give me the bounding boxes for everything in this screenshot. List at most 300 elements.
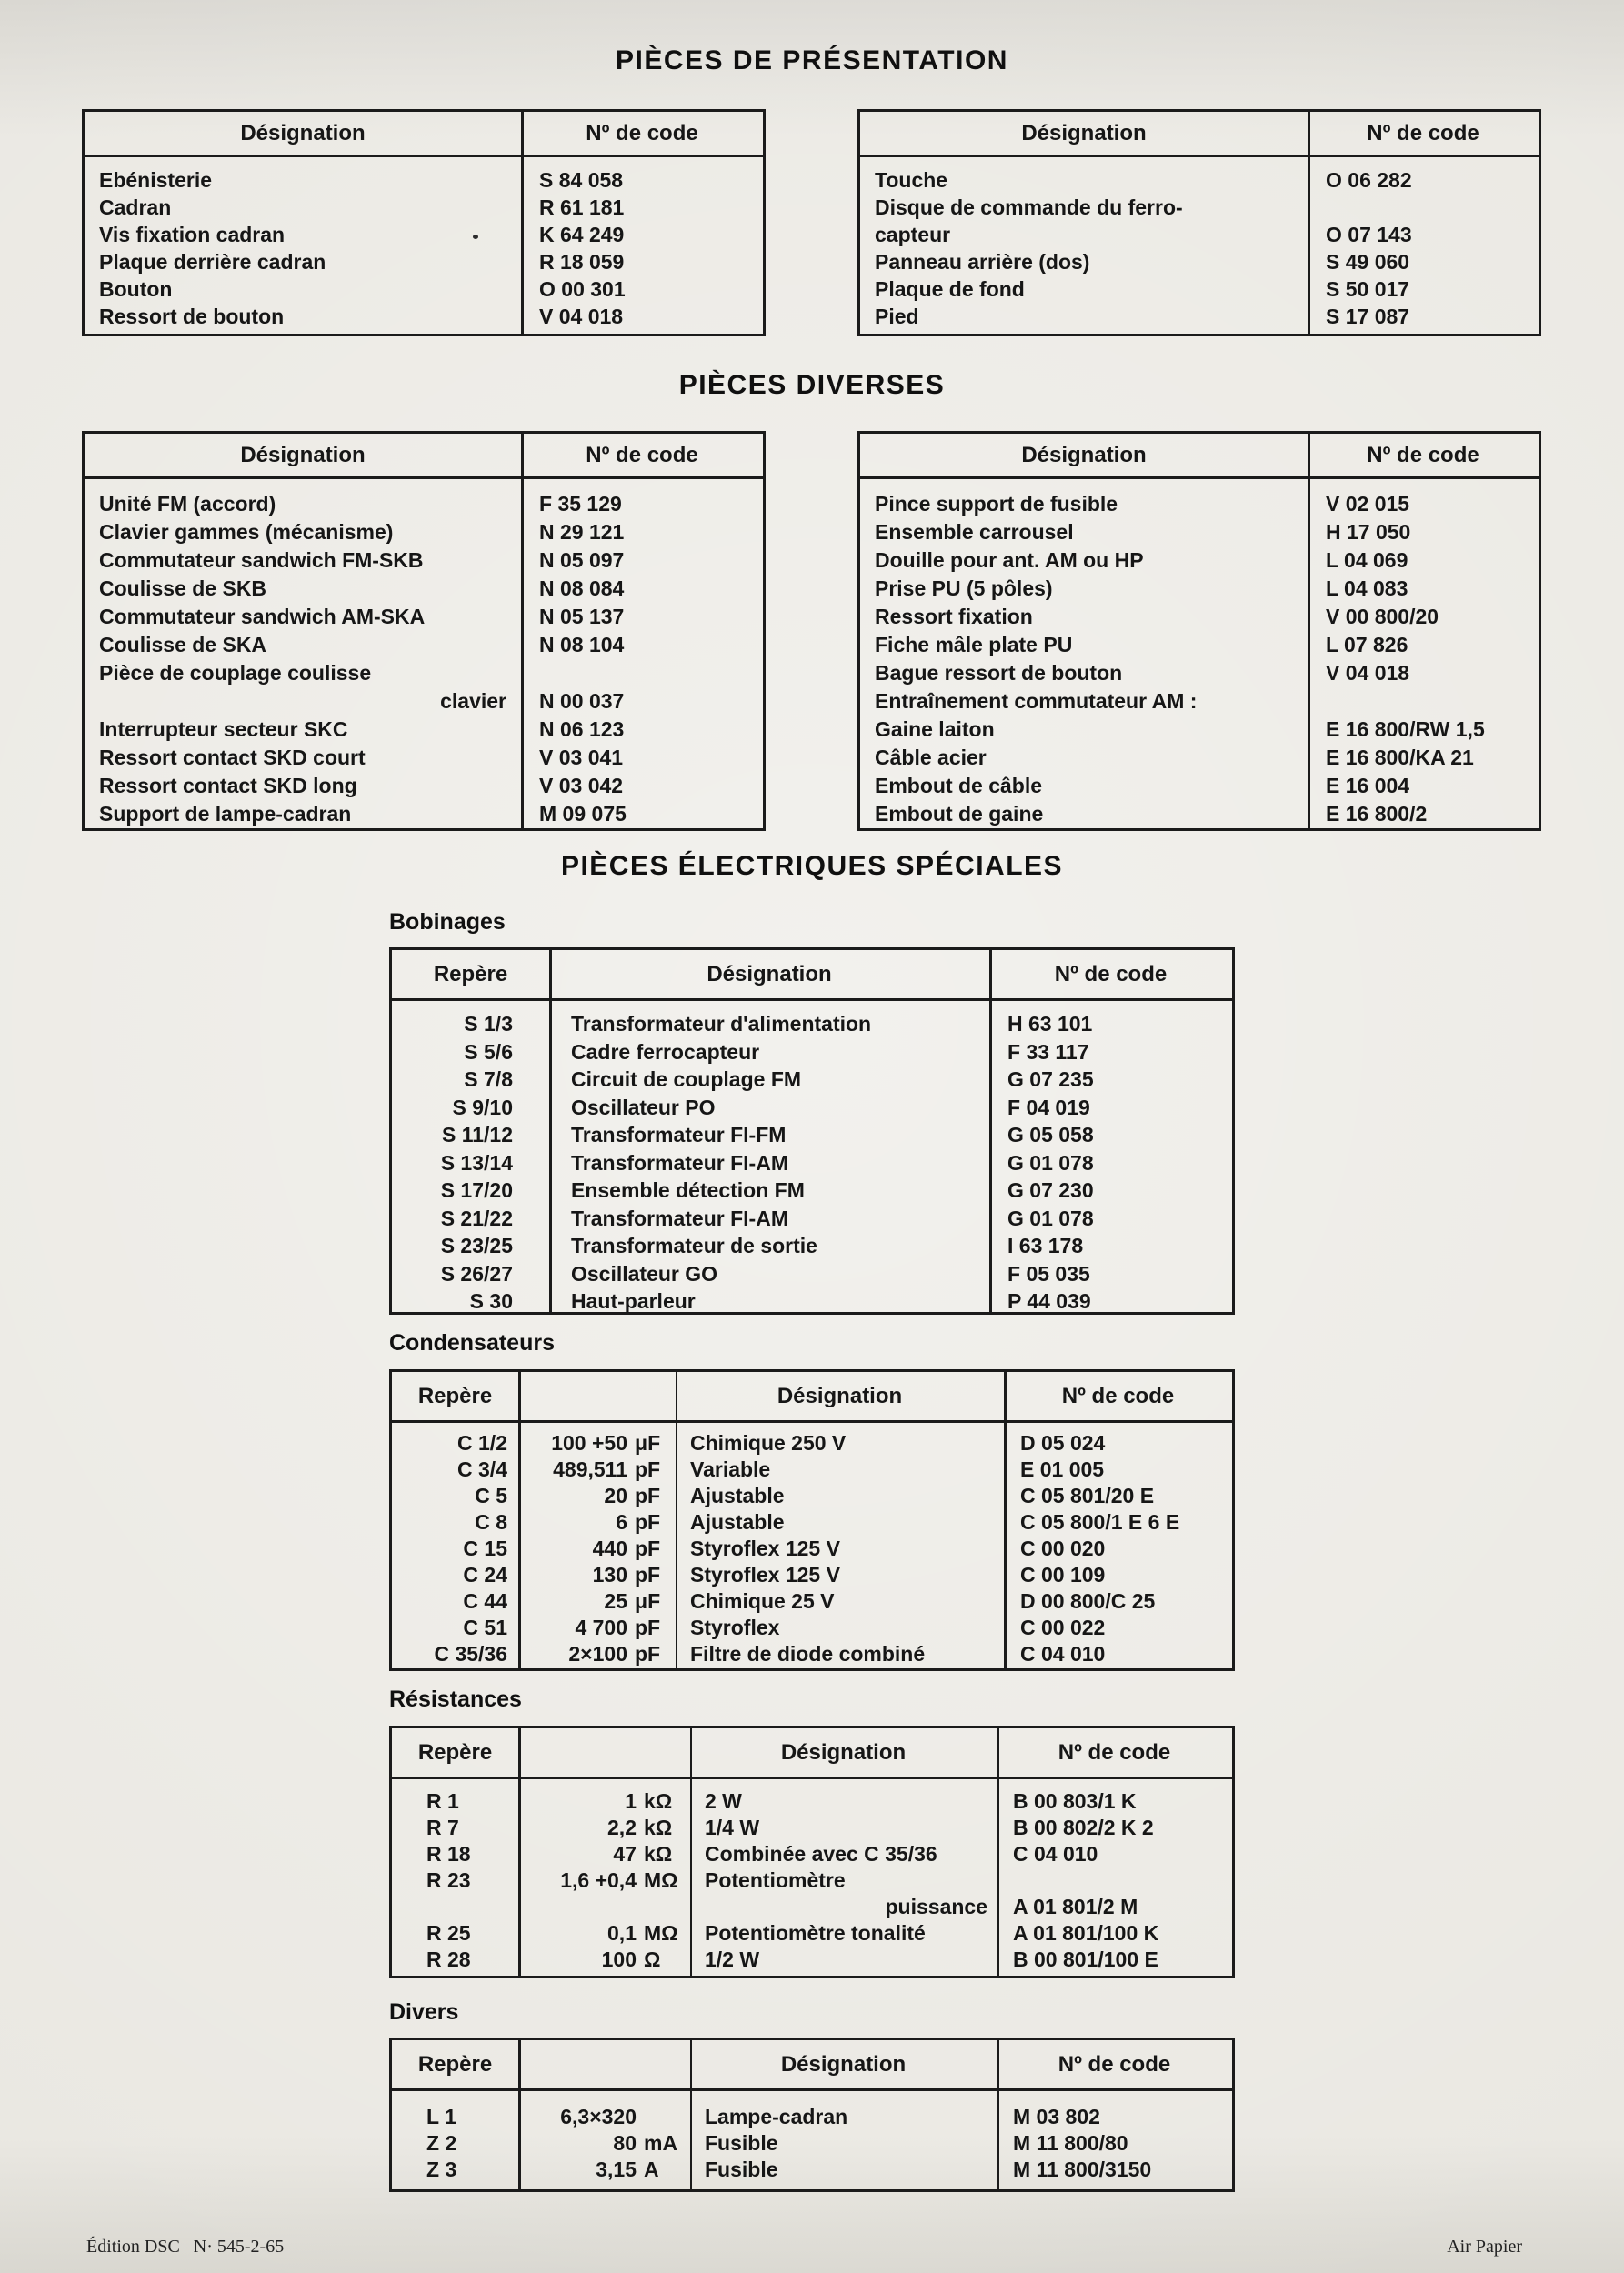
col-header-repere: Repère bbox=[417, 1383, 493, 1408]
table-cell: D 00 800/C 25 bbox=[1020, 1589, 1156, 1613]
table-header bbox=[860, 112, 1539, 157]
table-cell: MΩ bbox=[644, 1921, 678, 1945]
table-row bbox=[85, 687, 763, 716]
table-cell: V 04 018 bbox=[539, 305, 624, 328]
table-cell: Styroflex bbox=[690, 1616, 780, 1639]
table-cell: Lampe-cadran bbox=[705, 2105, 848, 2128]
table-cell: N 29 121 bbox=[539, 520, 625, 544]
table-cell: Câble acier bbox=[875, 746, 987, 769]
condensateurs-table bbox=[389, 1369, 1235, 1671]
table-cell: 489,511 bbox=[553, 1457, 627, 1481]
table-cell: Oscillateur GO bbox=[571, 1261, 718, 1286]
table-cell: S 49 060 bbox=[1326, 250, 1410, 274]
table-cell: E 16 800/KA 21 bbox=[1326, 746, 1474, 769]
table-cell: N 05 137 bbox=[539, 605, 625, 628]
table-row bbox=[85, 490, 763, 518]
table-cell: Transformateur d'alimentation bbox=[571, 1012, 872, 1036]
col-header-repere: Repère bbox=[433, 961, 508, 986]
column-divider bbox=[521, 112, 524, 334]
table-cell: kΩ bbox=[644, 1816, 673, 1839]
table-cell: Styroflex 125 V bbox=[690, 1537, 840, 1560]
table-cell: S 84 058 bbox=[539, 168, 624, 192]
table-cell: MΩ bbox=[644, 1868, 678, 1892]
table-cell: S 9/10 bbox=[452, 1095, 513, 1119]
table-cell: C 15 bbox=[463, 1537, 507, 1560]
table-cell: Ressort contact SKD court bbox=[99, 746, 366, 769]
table-row bbox=[860, 631, 1539, 659]
table-cell: C 8 bbox=[475, 1510, 507, 1534]
table-row bbox=[85, 194, 763, 221]
table-cell: S 5/6 bbox=[464, 1039, 513, 1064]
table-cell: C 35/36 bbox=[434, 1642, 507, 1666]
table-cell: 100 bbox=[601, 1948, 637, 1971]
table-cell: N 08 104 bbox=[539, 633, 625, 656]
table-row bbox=[860, 603, 1539, 631]
table-cell: E 01 005 bbox=[1020, 1457, 1105, 1481]
table-row bbox=[392, 1287, 1232, 1316]
table-cell: Filtre de diode combiné bbox=[690, 1642, 926, 1666]
table-row bbox=[392, 1149, 1232, 1177]
table-cell: H 63 101 bbox=[1007, 1012, 1093, 1036]
table-cell: R 61 181 bbox=[539, 195, 625, 219]
col-header-designation: Désignation bbox=[777, 1383, 903, 1408]
table-cell: B 00 801/100 E bbox=[1013, 1948, 1158, 1971]
table-cell: C 04 010 bbox=[1020, 1642, 1106, 1666]
col-header-designation: Désignation bbox=[1021, 120, 1147, 145]
table-header bbox=[860, 434, 1539, 479]
table-row bbox=[860, 194, 1539, 221]
table-row bbox=[860, 166, 1539, 194]
table-cell: O 06 282 bbox=[1326, 168, 1412, 192]
col-header-designation: Désignation bbox=[240, 442, 366, 467]
col-header-code: Nº de code bbox=[1058, 2051, 1171, 2077]
table-cell: A 01 801/100 K bbox=[1013, 1921, 1159, 1945]
section-title-diverses: PIÈCES DIVERSES bbox=[678, 370, 946, 400]
table-cell: 1/2 W bbox=[705, 1948, 760, 1971]
table-cell: C 00 020 bbox=[1020, 1537, 1106, 1560]
table-row bbox=[860, 744, 1539, 772]
table-cell: S 7/8 bbox=[464, 1067, 513, 1091]
table-cell bbox=[392, 1894, 518, 1920]
table-cell: Ensemble détection FM bbox=[571, 1178, 805, 1202]
table-cell: C 3/4 bbox=[457, 1457, 507, 1481]
table-body bbox=[85, 157, 763, 330]
table-cell: E 16 004 bbox=[1326, 774, 1410, 797]
table-row bbox=[392, 1121, 1232, 1149]
table-cell: Z 2 bbox=[426, 2131, 457, 2155]
table-cell bbox=[518, 1894, 637, 1920]
table-cell: Entraînement commutateur AM : bbox=[875, 689, 1198, 713]
table-cell: Styroflex 125 V bbox=[690, 1563, 840, 1587]
table-cell: C 44 bbox=[463, 1589, 507, 1613]
table-cell: S 13/14 bbox=[440, 1150, 513, 1175]
table-cell: F 35 129 bbox=[539, 492, 622, 516]
column-divider bbox=[518, 1728, 521, 1976]
col-header-code: Nº de code bbox=[1054, 961, 1168, 986]
table-cell: puissance bbox=[885, 1895, 987, 1918]
table-cell bbox=[1308, 687, 1539, 716]
value-divider bbox=[690, 2040, 692, 2189]
table-cell: Ressort de bouton bbox=[99, 305, 285, 328]
table-row bbox=[85, 221, 763, 248]
column-divider bbox=[1308, 434, 1310, 828]
table-cell: Potentiomètre bbox=[705, 1868, 846, 1892]
table-cell: Embout de gaine bbox=[875, 802, 1044, 826]
table-cell: R 7 bbox=[426, 1816, 459, 1839]
table-cell: O 07 143 bbox=[1326, 223, 1412, 246]
table-cell: Commutateur sandwich AM-SKA bbox=[99, 605, 426, 628]
table-cell: μF bbox=[635, 1431, 661, 1455]
table-cell: 130 bbox=[592, 1563, 627, 1587]
table-row bbox=[860, 687, 1539, 716]
table-cell: V 04 018 bbox=[1326, 661, 1410, 685]
table-row bbox=[392, 1010, 1232, 1038]
presentation-right-table bbox=[857, 109, 1541, 336]
column-divider bbox=[997, 2040, 999, 2189]
table-cell bbox=[637, 1894, 690, 1920]
table-cell: N 05 097 bbox=[539, 548, 625, 572]
table-cell: C 1/2 bbox=[457, 1431, 507, 1455]
table-cell: Combinée avec C 35/36 bbox=[705, 1842, 937, 1866]
col-header-designation: Désignation bbox=[780, 1739, 907, 1765]
table-cell: S 17/20 bbox=[440, 1178, 513, 1202]
table-row bbox=[392, 1232, 1232, 1260]
table-row bbox=[85, 275, 763, 303]
table-cell: C 05 800/1 E 6 E bbox=[1020, 1510, 1180, 1534]
col-header-code: Nº de code bbox=[1061, 1383, 1175, 1408]
table-cell: Ensemble carrousel bbox=[875, 520, 1074, 544]
table-cell: mA bbox=[644, 2131, 678, 2155]
table-cell: K 64 249 bbox=[539, 223, 625, 246]
column-divider bbox=[549, 950, 552, 1312]
table-cell: A bbox=[644, 2158, 659, 2181]
table-cell: R 23 bbox=[426, 1868, 471, 1892]
divers-table bbox=[389, 2038, 1235, 2192]
table-cell: 2 W bbox=[705, 1789, 742, 1813]
table-cell: D 05 024 bbox=[1020, 1431, 1106, 1455]
scan-artifact-dot bbox=[473, 235, 478, 239]
table-cell: A 01 801/2 M bbox=[1013, 1895, 1138, 1918]
table-cell: Pince support de fusible bbox=[875, 492, 1118, 516]
table-cell: S 1/3 bbox=[464, 1012, 513, 1036]
table-cell: pF bbox=[635, 1563, 661, 1587]
table-cell: Coulisse de SKB bbox=[99, 576, 267, 600]
table-cell: Disque de commande du ferro- bbox=[875, 195, 1183, 219]
table-cell: Transformateur FI-AM bbox=[571, 1150, 788, 1175]
table-cell: Prise PU (5 pôles) bbox=[875, 576, 1053, 600]
table-row bbox=[85, 631, 763, 659]
table-cell: Vis fixation cadran bbox=[99, 223, 286, 246]
table-cell: Transformateur FI-FM bbox=[571, 1123, 787, 1147]
table-row bbox=[85, 603, 763, 631]
table-cell: Chimique 250 V bbox=[690, 1431, 847, 1455]
table-row bbox=[392, 1038, 1232, 1066]
table-cell: Ebénisterie bbox=[99, 168, 212, 192]
value-divider bbox=[676, 1372, 677, 1668]
table-cell: S 23/25 bbox=[440, 1234, 513, 1257]
table-header bbox=[392, 950, 1232, 1001]
col-header-code: Nº de code bbox=[586, 120, 698, 145]
column-divider bbox=[1308, 112, 1310, 334]
table-cell: Transformateur FI-AM bbox=[571, 1206, 788, 1230]
table-cell: Cadre ferrocapteur bbox=[571, 1039, 760, 1064]
col-header-designation: Désignation bbox=[1021, 442, 1147, 467]
col-header-designation: Désignation bbox=[707, 961, 832, 986]
table-row bbox=[860, 248, 1539, 275]
table-cell: 47 bbox=[613, 1842, 637, 1866]
table-cell: C 05 801/20 E bbox=[1020, 1484, 1155, 1507]
table-cell: V 02 015 bbox=[1326, 492, 1410, 516]
table-cell bbox=[637, 2104, 690, 2130]
table-cell: 6 bbox=[616, 1510, 627, 1534]
table-cell: M 09 075 bbox=[539, 802, 627, 826]
table-cell: 440 bbox=[592, 1537, 627, 1560]
table-row bbox=[85, 772, 763, 800]
table-row bbox=[860, 546, 1539, 575]
table-cell: 1,6 +0,4 bbox=[560, 1868, 637, 1892]
table-cell: G 05 058 bbox=[1007, 1123, 1094, 1147]
table-cell: Fusible bbox=[705, 2131, 778, 2155]
table-cell: R 25 bbox=[426, 1921, 471, 1945]
table-row bbox=[85, 166, 763, 194]
table-cell: R 28 bbox=[426, 1948, 471, 1971]
table-row bbox=[85, 518, 763, 546]
table-cell: Z 3 bbox=[426, 2158, 457, 2181]
col-header-repere: Repère bbox=[417, 2051, 493, 2077]
table-row bbox=[860, 800, 1539, 828]
table-cell: B 00 802/2 K 2 bbox=[1013, 1816, 1154, 1839]
table-cell: S 50 017 bbox=[1326, 277, 1410, 301]
table-cell: O 00 301 bbox=[539, 277, 626, 301]
section-title-electriques: PIÈCES ÉLECTRIQUES SPÉCIALES bbox=[560, 851, 1064, 881]
table-cell: F 33 117 bbox=[1007, 1039, 1089, 1064]
table-cell: R 18 059 bbox=[539, 250, 625, 274]
table-cell: Plaque de fond bbox=[875, 277, 1025, 301]
table-cell: Interrupteur secteur SKC bbox=[99, 717, 348, 741]
table-cell: Bouton bbox=[99, 277, 173, 301]
table-cell: Gaine laiton bbox=[875, 717, 995, 741]
table-cell: G 01 078 bbox=[1007, 1206, 1094, 1230]
table-row bbox=[860, 772, 1539, 800]
table-cell: Pied bbox=[875, 305, 919, 328]
diverses-right-table bbox=[857, 431, 1541, 831]
table-cell: Plaque derrière cadran bbox=[99, 250, 326, 274]
table-cell: Coulisse de SKA bbox=[99, 633, 267, 656]
table-row bbox=[85, 546, 763, 575]
table-cell: B 00 803/1 K bbox=[1013, 1789, 1137, 1813]
table-cell: Chimique 25 V bbox=[690, 1589, 835, 1613]
table-cell: Embout de câble bbox=[875, 774, 1043, 797]
table-cell: L 1 bbox=[426, 2105, 456, 2128]
table-cell: Haut-parleur bbox=[571, 1289, 696, 1313]
table-cell: L 04 083 bbox=[1326, 576, 1408, 600]
value-divider bbox=[690, 1728, 692, 1976]
table-cell: M 11 800/80 bbox=[1013, 2131, 1128, 2155]
table-cell: Touche bbox=[875, 168, 948, 192]
table-cell: M 11 800/3150 bbox=[1013, 2158, 1152, 2181]
table-cell: G 01 078 bbox=[1007, 1150, 1094, 1175]
table-row bbox=[392, 1205, 1232, 1233]
table-row bbox=[85, 800, 763, 828]
table-row bbox=[85, 744, 763, 772]
table-cell: Ressort contact SKD long bbox=[99, 774, 357, 797]
table-cell: 1/4 W bbox=[705, 1816, 760, 1839]
table-cell: pF bbox=[635, 1457, 661, 1481]
column-divider bbox=[518, 1372, 521, 1668]
table-cell: pF bbox=[635, 1537, 661, 1560]
table-cell: N 00 037 bbox=[539, 689, 625, 713]
table-row bbox=[392, 1094, 1232, 1122]
table-cell: C 00 109 bbox=[1020, 1563, 1106, 1587]
column-divider bbox=[989, 950, 992, 1312]
table-body bbox=[85, 479, 763, 828]
table-cell: capteur bbox=[875, 223, 951, 246]
subsection-label-condensateurs: Condensateurs bbox=[389, 1330, 555, 1356]
table-cell: Fusible bbox=[705, 2158, 778, 2181]
table-cell bbox=[997, 1867, 1232, 1894]
table-cell: Ajustable bbox=[690, 1484, 785, 1507]
table-cell: N 06 123 bbox=[539, 717, 625, 741]
table-cell: G 07 230 bbox=[1007, 1178, 1094, 1202]
table-row bbox=[860, 518, 1539, 546]
table-cell: F 04 019 bbox=[1007, 1095, 1090, 1119]
table-cell: S 11/12 bbox=[441, 1123, 513, 1147]
table-cell: V 03 042 bbox=[539, 774, 624, 797]
table-cell: Ω bbox=[644, 1948, 661, 1971]
table-cell: pF bbox=[635, 1484, 661, 1507]
table-cell: V 03 041 bbox=[539, 746, 624, 769]
subsection-label-bobinages: Bobinages bbox=[389, 909, 506, 935]
resistances-table bbox=[389, 1726, 1235, 1978]
table-cell: 1 bbox=[625, 1789, 637, 1813]
table-cell: S 30 bbox=[469, 1289, 513, 1313]
table-row bbox=[860, 221, 1539, 248]
table-cell: kΩ bbox=[644, 1789, 673, 1813]
presentation-left-table bbox=[82, 109, 766, 336]
table-cell: Commutateur sandwich FM-SKB bbox=[99, 548, 424, 572]
table-cell: Oscillateur PO bbox=[571, 1095, 716, 1119]
table-row bbox=[860, 303, 1539, 330]
table-cell: N 08 084 bbox=[539, 576, 625, 600]
table-row bbox=[85, 575, 763, 603]
table-row bbox=[85, 716, 763, 744]
table-cell: 6,3×320 bbox=[560, 2105, 637, 2128]
table-cell: Support de lampe-cadran bbox=[99, 802, 352, 826]
table-cell: C 00 022 bbox=[1020, 1616, 1106, 1639]
table-cell: Douille pour ant. AM ou HP bbox=[875, 548, 1144, 572]
table-row bbox=[860, 275, 1539, 303]
table-cell: pF bbox=[635, 1616, 661, 1639]
table-cell: S 17 087 bbox=[1326, 305, 1410, 328]
table-cell: 2,2 bbox=[607, 1816, 637, 1839]
table-body bbox=[860, 479, 1539, 828]
diverses-left-table bbox=[82, 431, 766, 831]
table-cell: L 04 069 bbox=[1326, 548, 1408, 572]
table-row bbox=[85, 659, 763, 687]
subsection-label-divers: Divers bbox=[389, 1999, 459, 2025]
table-cell: L 07 826 bbox=[1326, 633, 1408, 656]
table-cell: Unité FM (accord) bbox=[99, 492, 276, 516]
table-row bbox=[85, 303, 763, 330]
table-cell: S 21/22 bbox=[440, 1206, 513, 1230]
table-row bbox=[392, 1177, 1232, 1205]
table-cell: pF bbox=[635, 1642, 661, 1666]
table-header bbox=[85, 434, 763, 479]
table-cell: Circuit de couplage FM bbox=[571, 1067, 802, 1091]
col-header-code: Nº de code bbox=[1367, 442, 1479, 467]
table-body bbox=[392, 1001, 1232, 1316]
table-cell: H 17 050 bbox=[1326, 520, 1411, 544]
table-cell: Ajustable bbox=[690, 1510, 785, 1534]
section-title-presentation: PIÈCES DE PRÉSENTATION bbox=[616, 45, 1008, 75]
table-cell: Variable bbox=[690, 1457, 771, 1481]
table-cell: kΩ bbox=[644, 1842, 673, 1866]
col-header-code: Nº de code bbox=[1058, 1739, 1171, 1765]
table-cell: 4 700 bbox=[575, 1616, 627, 1639]
table-cell: μF bbox=[635, 1589, 661, 1613]
table-cell: V 00 800/20 bbox=[1326, 605, 1439, 628]
column-divider bbox=[997, 1728, 999, 1976]
bobinages-table bbox=[389, 947, 1235, 1315]
col-header-designation: Désignation bbox=[780, 2051, 907, 2077]
table-cell: 25 bbox=[604, 1589, 627, 1613]
table-cell: C 04 010 bbox=[1013, 1842, 1098, 1866]
table-cell: R 18 bbox=[426, 1842, 471, 1866]
table-cell: Pièce de couplage coulisse bbox=[99, 661, 372, 685]
table-cell: C 5 bbox=[475, 1484, 507, 1507]
table-cell: Cadran bbox=[99, 195, 172, 219]
table-cell: 80 bbox=[613, 2131, 637, 2155]
table-cell: E 16 800/2 bbox=[1326, 802, 1428, 826]
footer-edition-text: Édition DSC N· 545-2-65 bbox=[86, 2237, 285, 2257]
table-row bbox=[860, 716, 1539, 744]
table-cell: R 1 bbox=[426, 1789, 459, 1813]
column-divider bbox=[518, 2040, 521, 2189]
column-divider bbox=[521, 434, 524, 828]
table-cell: Panneau arrière (dos) bbox=[875, 250, 1090, 274]
table-cell: Ressort fixation bbox=[875, 605, 1033, 628]
subsection-label-resistances: Résistances bbox=[389, 1687, 522, 1712]
table-cell: S 26/27 bbox=[440, 1261, 513, 1286]
table-cell: 0,1 bbox=[607, 1921, 637, 1945]
table-cell: Potentiomètre tonalité bbox=[705, 1921, 926, 1945]
table-cell: I 63 178 bbox=[1007, 1234, 1084, 1257]
table-row bbox=[860, 575, 1539, 603]
column-divider bbox=[1004, 1372, 1007, 1668]
table-cell: G 07 235 bbox=[1007, 1067, 1094, 1091]
col-header-code: Nº de code bbox=[586, 442, 698, 467]
table-row bbox=[860, 659, 1539, 687]
table-cell: Bague ressort de bouton bbox=[875, 661, 1123, 685]
table-cell: C 51 bbox=[463, 1616, 507, 1639]
table-cell: P 44 039 bbox=[1007, 1289, 1091, 1313]
table-cell: Clavier gammes (mécanisme) bbox=[99, 520, 394, 544]
table-cell: E 16 800/RW 1,5 bbox=[1326, 717, 1485, 741]
table-cell: F 05 035 bbox=[1007, 1261, 1090, 1286]
table-row bbox=[392, 1260, 1232, 1288]
table-cell: Transformateur de sortie bbox=[571, 1234, 817, 1257]
table-cell: 3,15 bbox=[596, 2158, 637, 2181]
table-cell: 20 bbox=[604, 1484, 627, 1507]
col-header-repere: Repère bbox=[417, 1739, 493, 1765]
table-header bbox=[85, 112, 763, 157]
col-header-designation: Désignation bbox=[240, 120, 366, 145]
table-cell: pF bbox=[635, 1510, 661, 1534]
table-cell: clavier bbox=[440, 689, 506, 713]
table-row bbox=[860, 490, 1539, 518]
footer-paper-text: Air Papier bbox=[1447, 2237, 1522, 2257]
table-row bbox=[85, 248, 763, 275]
